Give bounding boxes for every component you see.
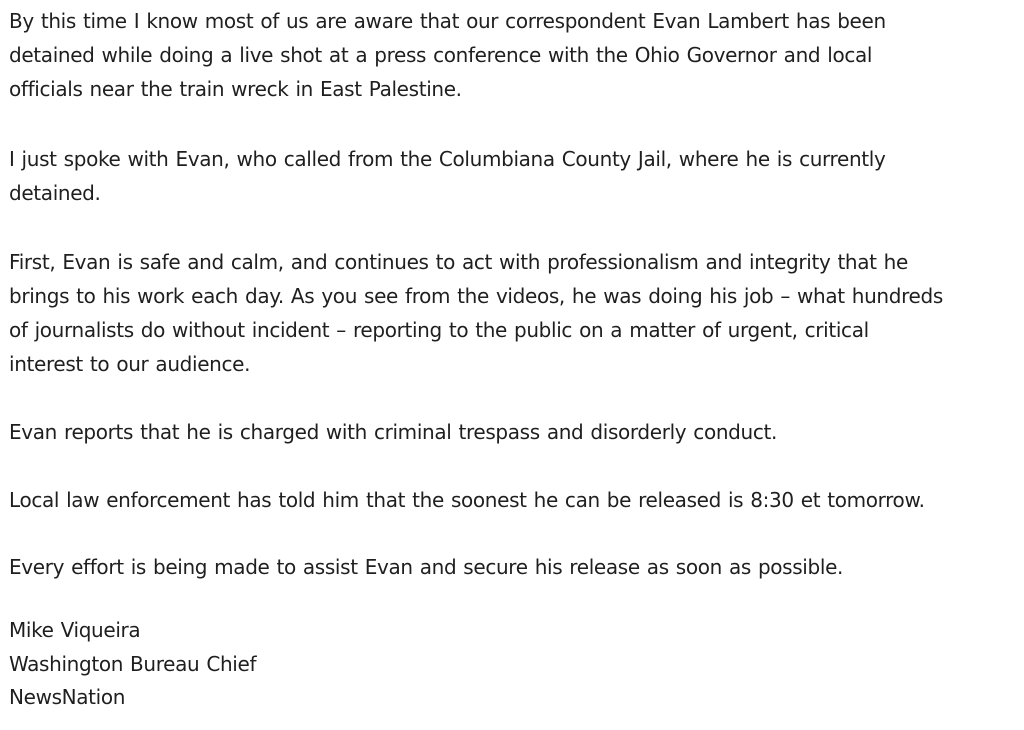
text-line: officials near the train wreck in East Palestine. [9, 77, 462, 101]
paragraph-detention-notice [9, 4, 886, 106]
text-line: detained while doing a live shot at a press conference with the Ohio Governor and local [9, 43, 873, 67]
signature-organization: NewsNation [9, 685, 126, 709]
paragraph-release-time [9, 483, 925, 517]
paragraph-charges [9, 415, 777, 449]
paragraph-assistance [9, 550, 843, 584]
text-line: By this time I know most of us are aware that our correspondent Evan Lambert has been [9, 9, 886, 33]
text-line: Local law enforcement has told him that the soonest he can be released is 8:30 et tomorrow. [9, 488, 925, 512]
text-line: brings to his work each day. As you see from the videos, he was doing his job – what hundreds [9, 284, 943, 308]
text-line: detained. [9, 181, 101, 205]
text-line: Evan reports that he is charged with criminal trespass and disorderly conduct. [9, 420, 777, 444]
text-line: First, Evan is safe and calm, and continues to act with professionalism and integrity that he [9, 250, 908, 274]
text-line: Every effort is being made to assist Evan and secure his release as soon as possible. [9, 555, 844, 579]
text-line: interest to our audience. [9, 352, 251, 376]
text-line: I just spoke with Evan, who called from the Columbiana County Jail, where he is currently [9, 147, 886, 171]
signature-block [9, 614, 256, 715]
text-line: of journalists do without incident – reporting to the public on a matter of urgent, critical [9, 318, 869, 342]
paragraph-safety-status [9, 245, 943, 381]
signature-name: Mike Viqueira [9, 618, 141, 642]
signature-title: Washington Bureau Chief [9, 651, 257, 676]
paragraph-phone-call [9, 142, 885, 210]
